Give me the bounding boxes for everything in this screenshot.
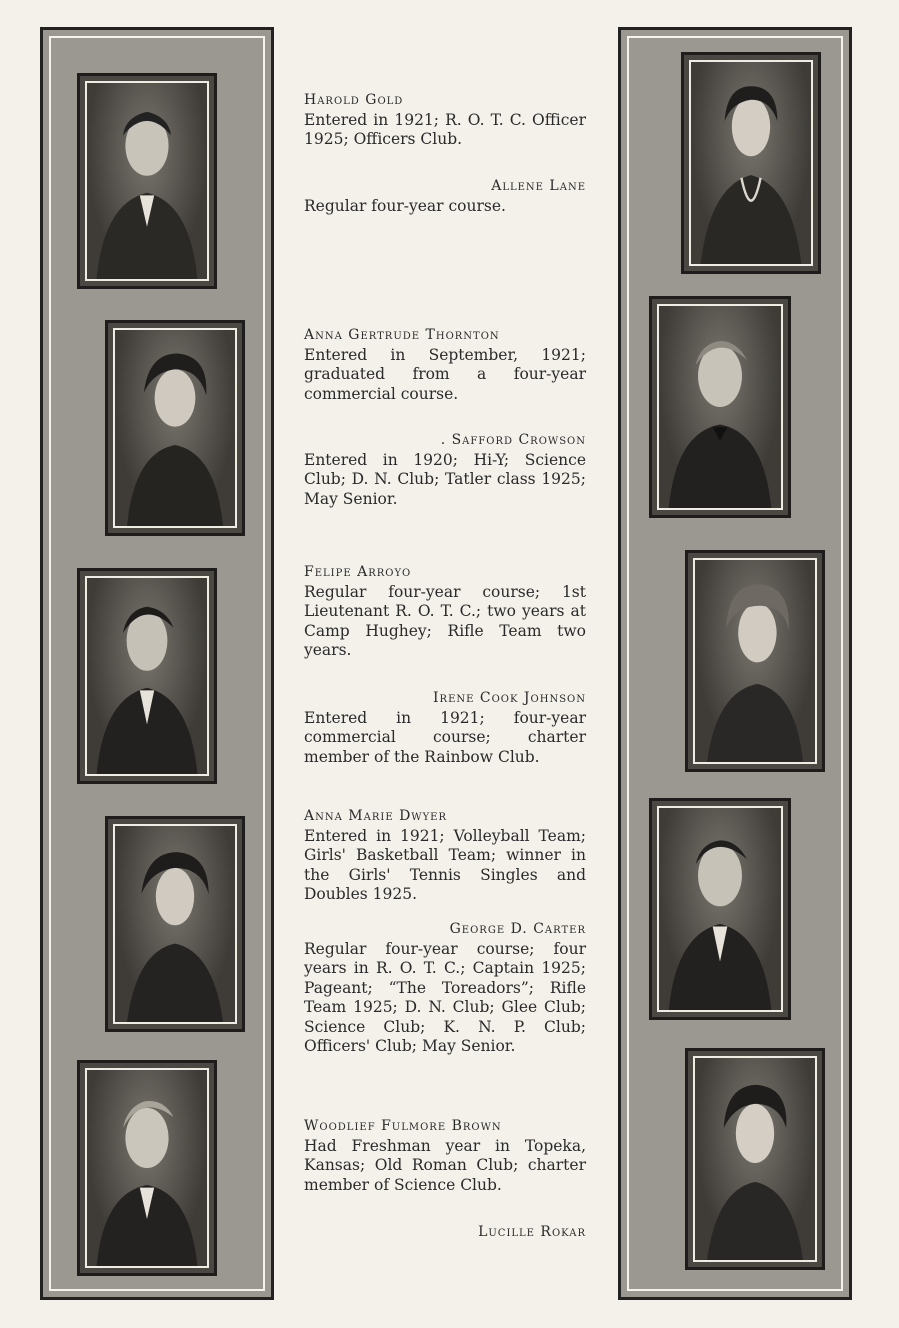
- entry-woodlief-fulmore-brown: [304, 1117, 586, 1195]
- entry-name: Harold Gold: [304, 92, 404, 108]
- portrait-safford-crowson: [649, 296, 791, 518]
- entry-name: . Safford Crowson: [440, 432, 586, 448]
- portrait-harold-gold: [77, 73, 217, 289]
- entry-anna-gertrude-thornton: [304, 326, 586, 404]
- entry-description: Regular four-year course.: [304, 196, 506, 215]
- entry-name: Felipe Arroyo: [304, 564, 412, 580]
- portrait-felipe-arroyo: [77, 568, 217, 784]
- portrait-anna-gertrude-thornton: [105, 320, 245, 536]
- portrait-irene-cook-johnson: [685, 550, 825, 772]
- right-photo-strip: [618, 27, 852, 1300]
- entry-description: Entered in September, 1921; graduated from a four-year commercial course.: [304, 345, 586, 403]
- entry-name: Woodlief Fulmore Brown: [304, 1118, 502, 1134]
- entry-name: George D. Carter: [449, 921, 586, 937]
- entry-description: Had Freshman year in Topeka, Kansas; Old Roman Club; charter member of Science Club.: [304, 1136, 586, 1194]
- portrait-woodlief-fulmore-brown: [77, 1060, 217, 1276]
- entry-name: Lucille Rokar: [478, 1224, 586, 1240]
- portrait-anna-marie-dwyer: [105, 816, 245, 1032]
- entry-description: Entered in 1921; four-year commercial course; charter member of the Rainbow Club.: [304, 708, 586, 766]
- entry-description: Regular four-year course; four years in R. O. T. C.; Captain 1925; Pageant; “The Toreadors”; Rifle Team 1925; D. N. Club; Glee Club; Science Club; K. N. P. Club; Officers' Club; May Senior.: [304, 939, 586, 1055]
- entry-allene-lane: [304, 177, 586, 216]
- entry-felipe-arroyo: [304, 563, 586, 661]
- entry-description: Entered in 1920; Hi-Y; Science Club; D. N. Club; Tatler class 1925; May Senior.: [304, 450, 586, 508]
- entry-safford-crowson: [304, 431, 586, 509]
- entry-description: Entered in 1921; Volleyball Team; Girls' Basketball Team; winner in the Girls' Tennis Singles and Doubles 1925.: [304, 826, 586, 903]
- entry-lucille-rokar: [304, 1223, 586, 1243]
- entry-harold-gold: [304, 91, 586, 150]
- entry-irene-cook-johnson: [304, 689, 586, 767]
- entry-name: Irene Cook Johnson: [433, 690, 586, 706]
- entry-name: Allene Lane: [491, 178, 586, 194]
- portrait-lucille-rokar: [685, 1048, 825, 1270]
- entry-name: Anna Marie Dwyer: [304, 808, 448, 824]
- entry-name: Anna Gertrude Thornton: [304, 327, 500, 343]
- left-photo-strip: [40, 27, 274, 1300]
- portrait-allene-lane: [681, 52, 821, 274]
- entry-description: Entered in 1921; R. O. T. C. Officer 1925; Officers Club.: [304, 110, 586, 148]
- entry-anna-marie-dwyer: [304, 807, 586, 905]
- entry-george-d-carter: [304, 920, 586, 1057]
- entry-description: Regular four-year course; 1st Lieutenant R. O. T. C.; two years at Camp Hughey; Rifle Team two years.: [304, 582, 586, 659]
- portrait-george-d-carter: [649, 798, 791, 1020]
